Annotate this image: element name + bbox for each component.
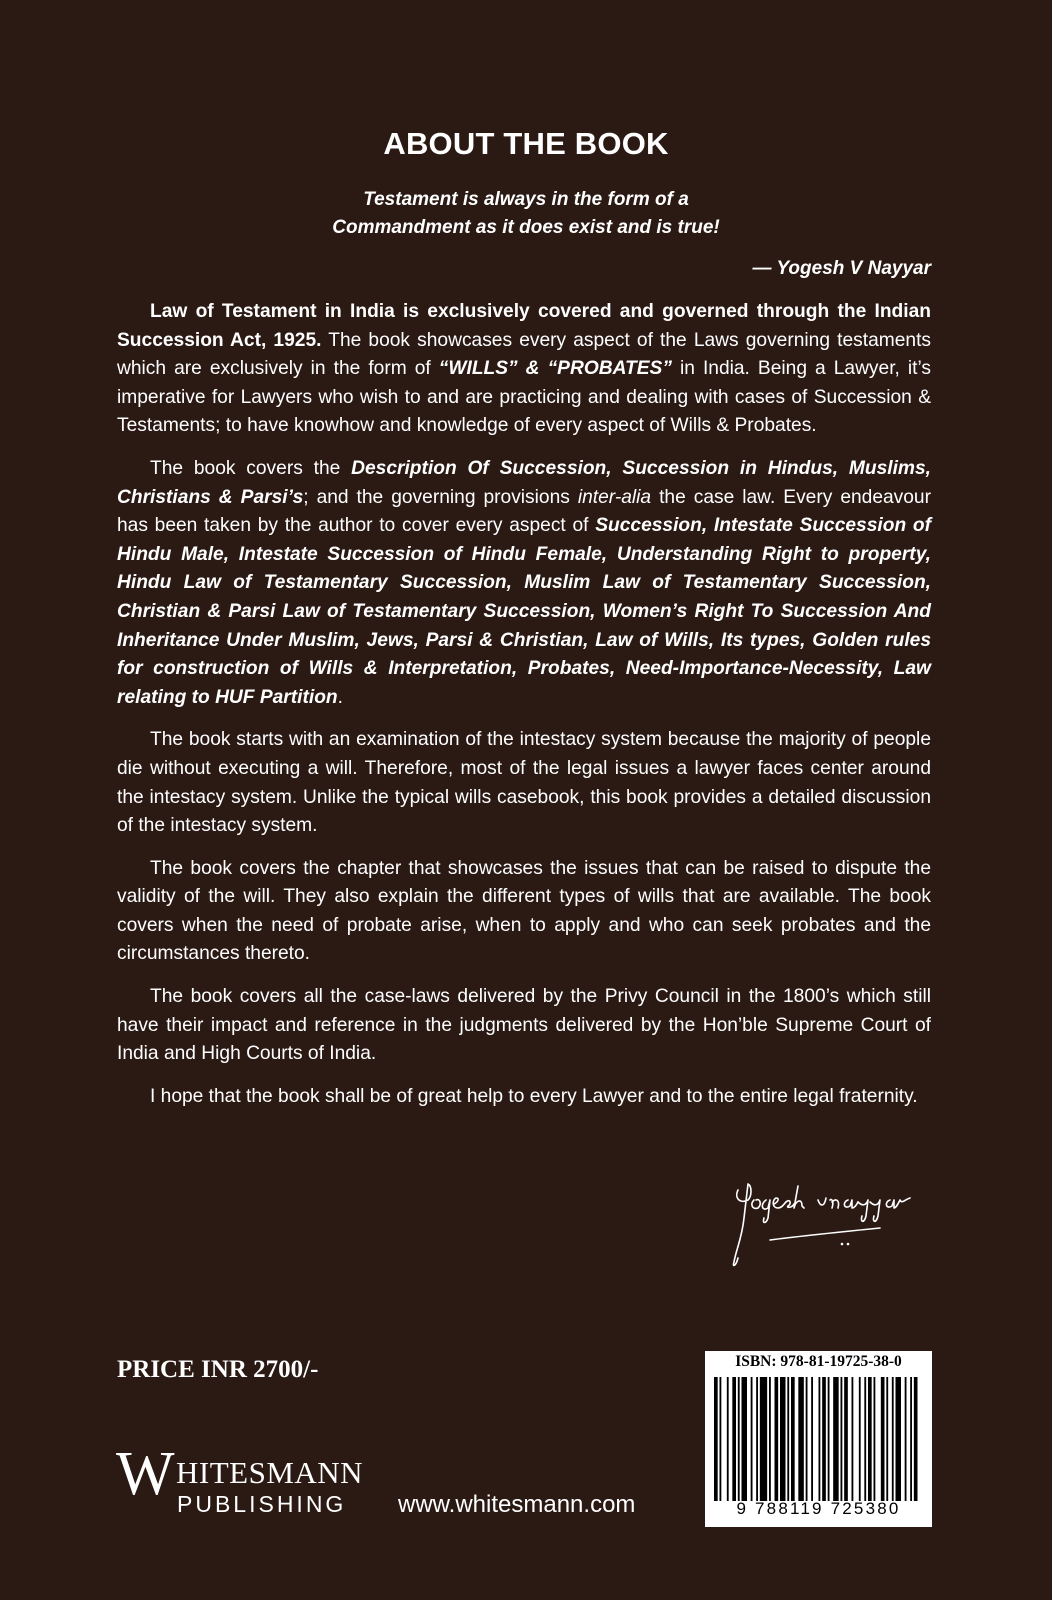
quote-attribution: — Yogesh V Nayyar [752, 258, 931, 279]
barcode-bar [864, 1377, 866, 1501]
paragraph-2-topics-1: Description Of Succession, Succession in Hindus, Muslims, Christians & Parsi’s [117, 457, 931, 508]
paragraph-2-text-1: The book covers the [150, 457, 352, 479]
paragraph-2-text-3: the case law. Every endeavour has been taken by the author to cover every aspect of [117, 486, 931, 537]
barcode-bar [787, 1377, 789, 1501]
author-signature [730, 1178, 930, 1278]
barcode-bar [798, 1377, 804, 1501]
publisher-website: www.whitesmann.com [398, 1491, 636, 1518]
paragraph-2-text-4: . [337, 686, 343, 708]
barcode-bar [874, 1377, 876, 1501]
barcode-bar [859, 1377, 861, 1501]
barcode-bar [732, 1377, 736, 1501]
barcode-bar [844, 1377, 848, 1501]
barcode-bar [769, 1377, 771, 1501]
paragraph-1 [117, 298, 931, 441]
paragraph-1-bold: Law of Testament in India is exclusively covered and governed through the Indian Succession Act, 1925. [117, 301, 931, 351]
paragraph-3: The book starts with an examination of the intestacy system because the majority of people die without executing a will. Therefore, most of the legal issues a lawyer faces center around the intestacy system. Unlike the typical wills casebook, this book provides a detailed discussion of the intestacy system. [117, 729, 931, 837]
barcode-bar [780, 1377, 786, 1501]
quote-line-2: Commandment as it does exist and is true! [332, 217, 720, 238]
barcode-bar [822, 1377, 826, 1501]
paragraph-2 [117, 455, 931, 712]
barcode-bar [811, 1377, 813, 1501]
publisher-logo [116, 1440, 376, 1523]
isbn-barcode [705, 1351, 932, 1527]
paragraph-5: The book covers all the case-laws delivered by the Privy Council in the 1800’s which still have their impact and reference in the judgments delivered by the Hon’ble Supreme Court of India and High Courts of India. [117, 986, 931, 1065]
paragraph-2-text-2: ; and the governing provisions [303, 486, 578, 508]
barcode-bars [714, 1377, 923, 1501]
barcode-bar [828, 1377, 830, 1501]
paragraph-6: I hope that the book shall be of great help to every Lawyer and to the entire legal fraternity. [150, 1085, 918, 1107]
barcode-bar [819, 1377, 821, 1501]
page-title: ABOUT THE BOOK [383, 126, 669, 161]
barcode-bar [852, 1377, 854, 1501]
barcode-bar [714, 1377, 718, 1501]
barcode-bar [910, 1377, 912, 1501]
barcode-bar [720, 1377, 722, 1501]
barcode-bar [914, 1377, 918, 1501]
paragraph-4: The book covers the chapter that showcases the issues that can be raised to dispute the validity of the will. They also explain the different types of wills that are available. The book covers when the need of probate arise, when to apply and who can seek probates and the circumstances thereto. [117, 857, 931, 965]
publisher-name-bottom: PUBLISHING [177, 1491, 347, 1517]
barcode-bar [833, 1377, 839, 1501]
publisher-logo-letter: W [116, 1440, 175, 1508]
barcode-bar [751, 1377, 753, 1501]
barcode-bar [806, 1377, 808, 1501]
barcode-bar [841, 1377, 843, 1501]
quote-line-1: Testament is always in the form of a [363, 189, 689, 210]
barcode-bar [896, 1377, 902, 1501]
isbn-label: ISBN: 978-81-19725-38-0 [735, 1353, 902, 1370]
book-description [117, 298, 931, 1125]
barcode-bar [868, 1377, 872, 1501]
price-label: PRICE INR 2700/- [117, 1356, 319, 1383]
paragraph-2-inter-alia: inter-alia [577, 486, 652, 508]
epigraph-quote [0, 186, 1052, 242]
publisher-name-top: HITESMANN [176, 1455, 364, 1490]
barcode-bar [881, 1377, 885, 1501]
barcode-bar [905, 1377, 907, 1501]
paragraph-1-wills-probates: “WILLS” & “PROBATES” [438, 358, 672, 380]
paragraph-1-text-1: The book showcases every aspect of the Laws governing testaments which are exclusively in the form of [117, 329, 931, 380]
barcode-bar [791, 1377, 795, 1501]
barcode-digits: 9 788119 725380 [736, 1499, 901, 1518]
barcode-bar [775, 1377, 779, 1501]
barcode-bar [742, 1377, 748, 1501]
barcode-bar [727, 1377, 729, 1501]
barcode-bar [760, 1377, 767, 1501]
paragraph-1-text-2: in India. Being a Lawyer, it’s imperative for Lawyers who wish to and are practicing and dealing with cases of Succession & Testaments; to have knowhow and knowledge of every aspect of Wills & Probates. [117, 358, 931, 437]
paragraph-2-topics-2: Succession, Intestate Succession of Hindu Male, Intestate Succession of Hindu Female, Understanding Right to property, Hindu Law of Testamentary Succession, Muslim Law of Testamentary Succession, Christian & Parsi Law of Testamentary Succession, Women’s Right To Succession And Inheritance Under Muslim, Jews, Parsi & Christian, Law of Wills, Its types, Golden rules for construction of Wills & Interpretation, Probates, Need-Importance-Necessity, Law relating to HUF Partition [117, 515, 931, 708]
barcode-bar [756, 1377, 758, 1501]
barcode-bar [738, 1377, 740, 1501]
barcode-bar [886, 1377, 888, 1501]
barcode-bar [892, 1377, 894, 1501]
